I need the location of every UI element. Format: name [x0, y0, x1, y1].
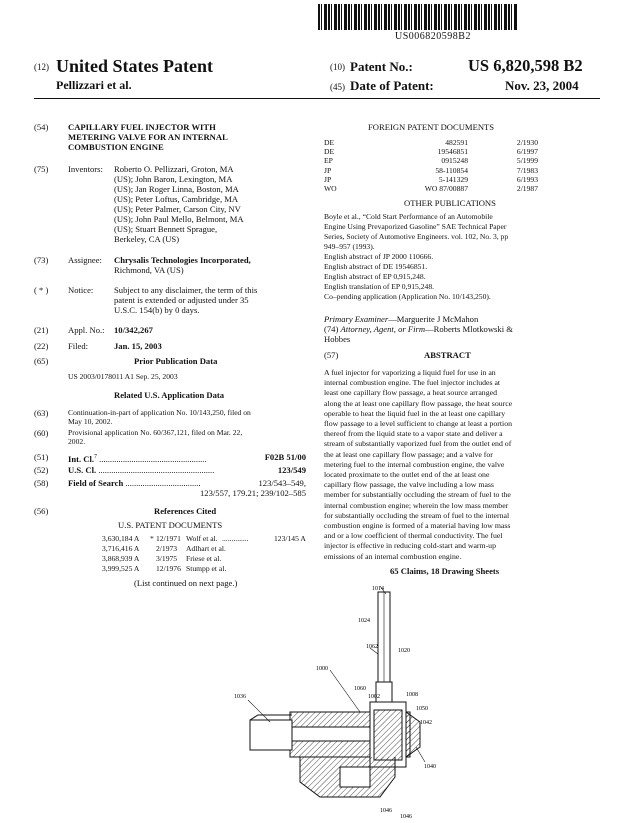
abstract-line: metering fuel to the internal combustion engine, the valve: [324, 459, 505, 469]
us-doc-star: *: [150, 534, 154, 543]
other-publication-line: Engine Using Prevaporized Gasoline” SAE Technical Paper: [324, 222, 507, 231]
us-docs-heading: U.S. PATENT DOCUMENTS: [118, 520, 223, 530]
prov-code: (60): [34, 428, 49, 438]
assignee-code: (73): [34, 255, 49, 265]
foreign-doc-number: 482591: [445, 138, 468, 147]
attorney-code: (74): [324, 324, 339, 334]
figure-label: 1046: [400, 814, 412, 820]
us-doc-class: 123/145 A: [274, 534, 306, 543]
field-dots: ...................................: [123, 478, 201, 488]
appl-label: Appl. No.:: [68, 325, 105, 335]
prior-heading: Prior Publication Data: [134, 356, 218, 366]
prov-line: 2002.: [68, 437, 86, 446]
foreign-doc-row: [324, 166, 538, 175]
related-heading: Related U.S. Application Data: [114, 390, 225, 400]
intcl-sup: 7: [94, 454, 98, 460]
patent-type: United States Patent: [56, 56, 213, 76]
other-publications: [324, 212, 600, 302]
other-heading: OTHER PUBLICATIONS: [404, 198, 496, 208]
attorney-name-2: Hobbes: [324, 334, 351, 344]
other-publication-line: Co–pending application (Application No. 10/143,250).: [324, 292, 491, 301]
us-doc-dots: ..............: [222, 534, 249, 543]
abstract-line: internal combustion engine. The fuel injector includes at: [324, 378, 501, 388]
abstract-text: [324, 368, 600, 562]
abstract-line: thereof from the liquid state to a vapor state and deliver a: [324, 429, 503, 439]
figure-label: 1040: [424, 764, 436, 770]
attorney-row: [324, 324, 513, 334]
notice-code: ( * ): [34, 285, 49, 295]
inventors-label: Inventors:: [68, 164, 103, 174]
foreign-doc-number: 5-141329: [438, 174, 468, 184]
attorney-name-1: —Roberts Mlotkowski &: [425, 324, 513, 334]
inventors-line: (US); Peter Palmer, Carson City, NV: [114, 204, 241, 214]
title-line-2: METERING VALVE FOR AN INTERNAL: [68, 132, 228, 142]
abstract-line: for substantially occluding the stream of fuel to the internal: [324, 510, 510, 520]
field-code: (58): [34, 478, 49, 488]
field-label: Field of Search: [68, 478, 124, 488]
abstract-line: internal combustion engine; wherein the low mass member: [324, 500, 509, 510]
inventors-line: (US); Stuart Bennett Sprague,: [114, 224, 218, 234]
us-doc-name: Wolf et al.: [186, 534, 218, 543]
appl-code: (21): [34, 325, 49, 335]
field-value-2: 123/557, 179.21; 239/102–585: [200, 488, 306, 498]
inventors-line: (US); John Paul Mello, Belmont, MA: [114, 214, 244, 224]
patent-no-label: Patent No.:: [350, 59, 413, 74]
bracket-slot: [340, 767, 370, 787]
inventors-line: (US); John Baron, Lexington, MA: [114, 174, 233, 184]
figure-label: 1014: [372, 586, 384, 592]
assignee-line: Richmond, VA (US): [114, 265, 184, 275]
list-continued: (List continued on next page.): [134, 578, 238, 588]
us-doc-date: 2/1973: [156, 544, 178, 553]
foreign-doc-number: 0915248: [441, 156, 468, 166]
title-line-3: COMBUSTION ENGINE: [68, 142, 164, 152]
inventors-line: (US); Peter Loftus, Cambridge, MA: [114, 194, 239, 204]
foreign-doc-row: [324, 184, 538, 193]
foreign-doc-country: DE: [324, 138, 335, 147]
foreign-doc-country: DE: [324, 147, 335, 157]
field-value-1: 123/543–549,: [258, 478, 306, 488]
uscl-dots: ......................................................: [96, 465, 215, 475]
code-10: (10): [330, 62, 345, 72]
foreign-doc-number: 19546851: [437, 147, 468, 157]
title-line-1: CAPILLARY FUEL INJECTOR WITH: [68, 122, 216, 132]
inventors-code: (75): [34, 164, 49, 174]
abstract-line: stream of substantially vaporized fuel from the outlet end of: [324, 439, 512, 449]
appl-number: 10/342,267: [114, 325, 153, 335]
other-publication-line: English abstract of EP 0,915,248.: [324, 272, 426, 281]
foreign-doc-date: 7/1983: [516, 165, 538, 175]
figure-label: 1060: [354, 686, 366, 692]
attorney-label: Attorney, Agent, or Firm: [340, 324, 426, 334]
figure-label: 1008: [406, 692, 418, 698]
notice-line: Subject to any disclaimer, the term of this: [114, 285, 258, 295]
abstract-line: capillary flow passage, the valve including a low mass: [324, 480, 494, 490]
title-code: (54): [34, 122, 49, 132]
foreign-doc-number: WO 87/00887: [424, 184, 468, 194]
foreign-heading: FOREIGN PATENT DOCUMENTS: [368, 122, 495, 132]
figure-label: 1046: [380, 808, 392, 814]
notice-line: patent is extended or adjusted under 35: [114, 295, 249, 305]
foreign-table: [324, 138, 538, 193]
filed-date: Jan. 15, 2003: [114, 341, 162, 351]
foreign-doc-country: EP: [324, 156, 333, 166]
examiner-row: [324, 314, 478, 324]
intcl-row: [68, 452, 306, 464]
abstract-line: and or a low coefficient of thermal conductivity. The fuel: [324, 531, 503, 541]
us-doc-name: Friese et al.: [186, 554, 222, 563]
inlet-fitting: [250, 720, 292, 750]
us-doc-name: Stumpp et al.: [186, 564, 227, 573]
other-publication-line: English abstract of JP 2000 110666.: [324, 252, 434, 261]
us-doc-date: 12/1976: [156, 564, 181, 573]
abstract-line: combustion engine is formed of a material having low mass: [324, 521, 511, 531]
uscl-row: [68, 465, 306, 475]
foreign-doc-row: [324, 147, 538, 156]
valve-core: [374, 710, 402, 760]
notice-line: U.S.C. 154(b) by 0 days.: [114, 305, 200, 315]
figure-label: 1024: [358, 618, 370, 624]
foreign-doc-row: [324, 175, 538, 184]
abstract-code: (57): [324, 350, 339, 360]
uscl-value: 123/549: [277, 465, 306, 475]
abstract-line: injector is effective in reducing cold-start and warm-up: [324, 541, 496, 551]
intcl-code: (51): [34, 452, 49, 462]
prior-code: (65): [34, 356, 49, 366]
cont-line: May 10, 2002.: [68, 417, 113, 426]
abstract-line: least one capillary flow passage, a heat source arranged: [324, 388, 497, 398]
barcode-number: US006820598B2: [395, 31, 471, 42]
abstract-heading: ABSTRACT: [424, 350, 471, 360]
abstract-line: the at least one capillary flow passage; and a valve for: [324, 449, 493, 459]
patent-date: Nov. 23, 2004: [505, 78, 579, 93]
uscl-label: U.S. Cl.: [68, 465, 97, 475]
us-doc-number: 3,868,939 A: [102, 554, 140, 563]
examiner-label: Primary Examiner: [324, 314, 389, 324]
foreign-doc-date: 5/1999: [516, 156, 538, 166]
foreign-doc-date: 6/1997: [516, 147, 538, 157]
notice-label: Notice:: [68, 285, 94, 295]
refs-heading: References Cited: [154, 506, 217, 516]
figure-label: 1020: [398, 648, 410, 654]
inventors-line: Berkeley, CA (US): [114, 234, 180, 244]
date-label: Date of Patent:: [350, 78, 434, 93]
us-doc-date: 12/1971: [156, 534, 181, 543]
foreign-doc-row: [324, 138, 538, 147]
inlet-edge: [250, 715, 292, 720]
other-publication-line: English translation of EP 0,915,248.: [324, 282, 435, 291]
us-doc-name: Adlhart et al.: [186, 544, 226, 553]
patent-number: US 6,820,598 B2: [468, 56, 583, 75]
intcl-dots: ..................................................: [97, 453, 207, 464]
filed-code: (22): [34, 341, 49, 351]
us-doc-number: 3,630,184 A: [102, 534, 140, 543]
leader-line: [416, 747, 425, 762]
us-doc-date: 3/1975: [156, 554, 178, 563]
abstract-line: member for substantially occluding the stream of fuel to the: [324, 490, 511, 500]
assignee-label: Assignee:: [68, 255, 102, 265]
figure-label: 1062: [366, 644, 378, 650]
abstract-line: emissions of an internal combustion engine.: [324, 551, 462, 561]
abstract-line: A fuel injector for vaporizing a liquid fuel for use in an: [324, 368, 496, 377]
field-row: [68, 478, 306, 488]
inventor-short: Pellizzari et al.: [56, 78, 132, 92]
figure-label: 1042: [420, 720, 432, 726]
foreign-doc-number: 58-110854: [435, 165, 468, 175]
prov-line: Provisional application No. 60/367,121, filed on Mar. 22,: [68, 428, 243, 437]
foreign-doc-country: JP: [324, 165, 332, 175]
other-publication-line: 949–957 (1993).: [324, 242, 375, 251]
us-doc-number: 3,999,525 A: [102, 564, 140, 573]
header-rule: [34, 98, 600, 99]
abstract-line: along the at least one capillary flow passage, the heat source: [324, 398, 513, 408]
injector-drawing: [230, 582, 440, 822]
inventors-line: Roberto O. Pellizzari, Groton, MA: [114, 164, 234, 174]
inventors-line: (US); Jan Roger Linna, Boston, MA: [114, 184, 239, 194]
prior-text: US 2003/0178011 A1 Sep. 25, 2003: [68, 372, 178, 381]
us-doc-number: 3,716,416 A: [102, 544, 140, 553]
intcl-value: F02B 51/00: [264, 452, 306, 462]
foreign-doc-country: JP: [324, 174, 332, 184]
claims-line: 65 Claims, 18 Drawing Sheets: [390, 566, 500, 576]
assignee-line: Chrysalis Technologies Incorporated,: [114, 255, 251, 265]
filed-label: Filed:: [68, 341, 89, 351]
code-45: (45): [330, 82, 345, 92]
figure-label: 1002: [368, 694, 380, 700]
abstract-line: located proximate to the outlet end of the at least one: [324, 470, 490, 480]
figure-label: 1050: [416, 706, 428, 712]
kind-code-12: (12): [34, 62, 49, 72]
foreign-doc-date: 2/1987: [516, 184, 538, 194]
foreign-doc-date: 6/1993: [516, 174, 538, 184]
intcl-label: Int. Cl.: [68, 453, 95, 464]
other-publication-line: Series, Society of Automotive Engineers. vol. 102, No. 3, pp: [324, 232, 509, 241]
uscl-code: (52): [34, 465, 49, 475]
cont-line: Continuation-in-part of application No. 10/143,250, filed on: [68, 408, 251, 417]
refs-code: (56): [34, 506, 49, 516]
foreign-doc-country: WO: [324, 184, 337, 194]
other-publication-line: Boyle et al., “Cold Start Performance of an Automobile: [324, 212, 493, 221]
barcode: [318, 4, 518, 30]
figure-label: 1036: [234, 694, 246, 700]
cont-code: (63): [34, 408, 49, 418]
foreign-doc-date: 2/1930: [516, 138, 538, 147]
other-publication-line: English abstract of DE 19546851.: [324, 262, 428, 271]
foreign-doc-row: [324, 156, 538, 165]
figure-label: 1000: [316, 666, 328, 672]
abstract-line: flow passage to a level sufficient to change at least a portion: [324, 419, 513, 429]
examiner-name: —Marguerite J McMahon: [388, 314, 479, 324]
abstract-line: operable to heat the liquid fuel in the at least one capillary: [324, 408, 506, 418]
